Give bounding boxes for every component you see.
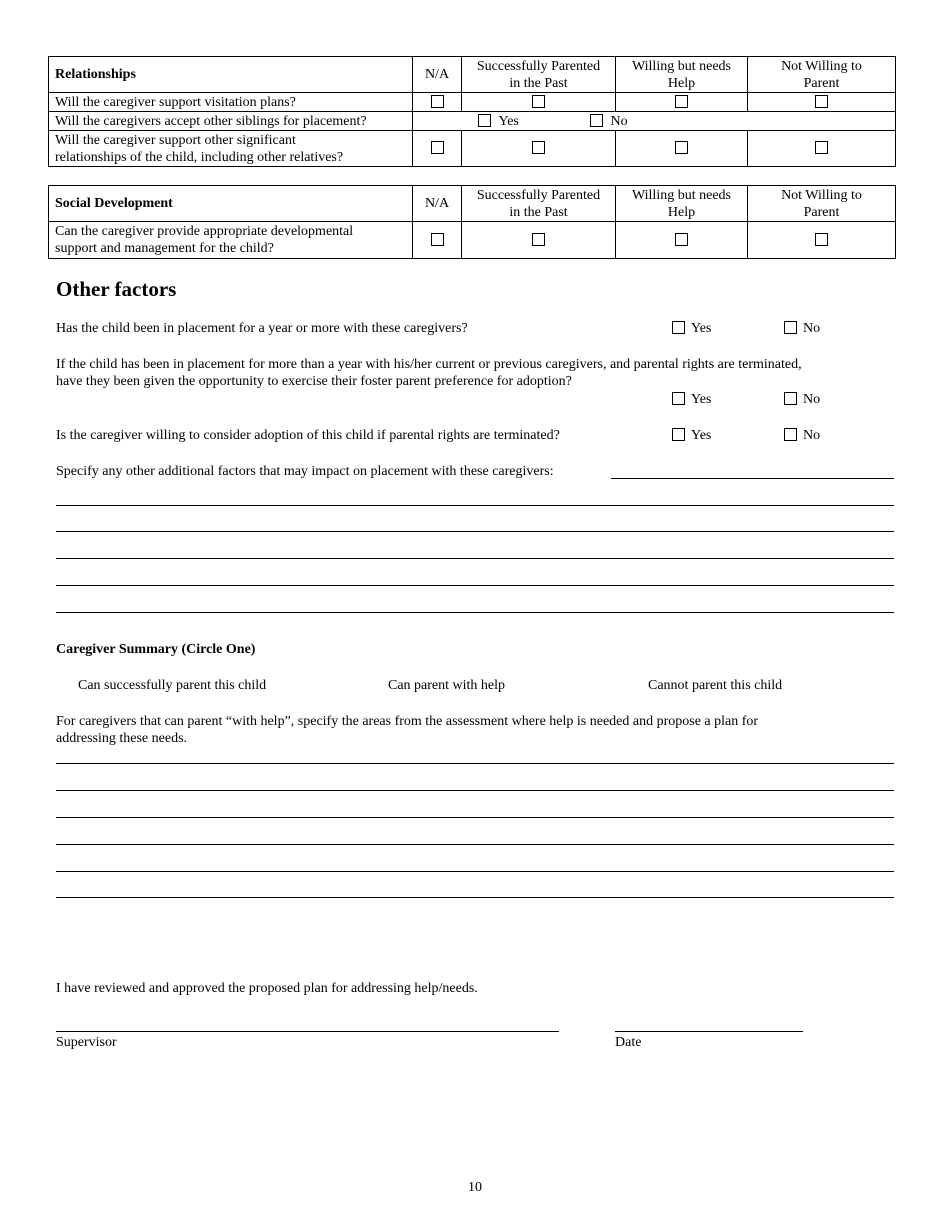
checkbox-na[interactable] [431, 141, 444, 154]
col-successfully-parented: Successfully Parented in the Past [462, 57, 616, 93]
checkbox-successfully-parented[interactable] [532, 141, 545, 154]
supervisor-label: Supervisor [56, 1035, 117, 1050]
answer-line[interactable] [56, 505, 894, 506]
checkbox-yes[interactable] [478, 114, 491, 127]
question-placement-year: Has the child been in placement for a year or more with these caregivers? [56, 321, 468, 336]
col-successfully-parented: Successfully Parented in the Past [462, 186, 616, 222]
option-cannot-parent[interactable]: Cannot parent this child [648, 678, 783, 693]
answer-line[interactable] [56, 763, 894, 764]
col-willing-needs-help: Willing but needs Help [616, 186, 748, 222]
question-foster-preference: If the child has been in placement for more than a year with his/her current or previous caregivers, and parental rights are terminated, have they been given the opportunity to exercise their foster parent preference for adoption? [56, 357, 802, 389]
answer-line[interactable] [56, 612, 894, 613]
table-row [49, 222, 896, 259]
date-line[interactable] [615, 1031, 803, 1032]
checkbox-na[interactable] [431, 95, 444, 108]
question-developmental-support: Can the caregiver provide appropriate developmental support and management for the child? [49, 222, 413, 259]
checkbox-willing-needs-help[interactable] [675, 141, 688, 154]
checkbox-yes[interactable] [672, 321, 685, 334]
no-option: No [784, 427, 820, 444]
table-row [49, 93, 896, 112]
answer-line[interactable] [56, 817, 894, 818]
checkbox-no[interactable] [784, 321, 797, 334]
no-label: No [610, 114, 628, 129]
checkbox-willing-needs-help[interactable] [675, 95, 688, 108]
checkbox-no[interactable] [784, 428, 797, 441]
question-consider-adoption: Is the caregiver willing to consider adoption of this child if parental rights are terminated? [56, 428, 560, 443]
supervisor-signature-line[interactable] [56, 1031, 559, 1032]
page-number: 10 [468, 1180, 482, 1195]
yes-label: Yes [498, 114, 519, 129]
approval-statement: I have reviewed and approved the proposed plan for addressing help/needs. [56, 981, 478, 996]
question-siblings: Will the caregivers accept other siblings for placement? [49, 112, 413, 131]
yes-option: Yes [672, 427, 711, 444]
checkbox-willing-needs-help[interactable] [675, 233, 688, 246]
checkbox-successfully-parented[interactable] [532, 233, 545, 246]
answer-line[interactable] [56, 790, 894, 791]
answer-line[interactable] [56, 531, 894, 532]
answer-line[interactable] [56, 585, 894, 586]
question-visitation: Will the caregiver support visitation plans? [49, 93, 413, 112]
date-label: Date [615, 1035, 642, 1050]
no-option: No [784, 320, 820, 337]
relationships-table [48, 56, 896, 167]
specify-answer-line[interactable] [611, 478, 894, 479]
checkbox-na[interactable] [431, 233, 444, 246]
answer-line[interactable] [56, 871, 894, 872]
col-not-willing: Not Willing to Parent [748, 57, 896, 93]
checkbox-yes[interactable] [672, 428, 685, 441]
caregiver-summary-title: Caregiver Summary (Circle One) [56, 642, 256, 657]
no-option: No [784, 391, 820, 408]
option-can-parent-with-help[interactable]: Can parent with help [388, 678, 506, 693]
checkbox-not-willing[interactable] [815, 233, 828, 246]
relationships-header: Relationships [49, 57, 413, 93]
col-willing-needs-help: Willing but needs Help [616, 57, 748, 93]
checkbox-no[interactable] [784, 392, 797, 405]
specify-other-factors-label: Specify any other additional factors that may impact on placement with these caregivers: [56, 464, 554, 479]
answer-line[interactable] [56, 844, 894, 845]
col-na: N/A [413, 57, 462, 93]
checkbox-not-willing[interactable] [815, 95, 828, 108]
checkbox-not-willing[interactable] [815, 141, 828, 154]
table-row [49, 112, 896, 131]
table-row [49, 131, 896, 167]
col-not-willing: Not Willing to Parent [748, 186, 896, 222]
checkbox-successfully-parented[interactable] [532, 95, 545, 108]
col-na: N/A [413, 186, 462, 222]
yes-option: Yes [672, 320, 711, 337]
checkbox-yes[interactable] [672, 392, 685, 405]
answer-line[interactable] [56, 897, 894, 898]
answer-line[interactable] [56, 558, 894, 559]
yes-option: Yes [672, 391, 711, 408]
checkbox-no[interactable] [590, 114, 603, 127]
other-factors-title: Other factors [56, 277, 177, 301]
help-plan-instructions: For caregivers that can parent “with help”, specify the areas from the assessment where help is needed and propose a plan for addressing these needs. [56, 714, 759, 746]
social-development-header: Social Development [49, 186, 413, 222]
social-development-table [48, 185, 896, 259]
option-can-successfully-parent[interactable]: Can successfully parent this child [78, 678, 267, 693]
question-relationships: Will the caregiver support other significant relationships of the child, including other relatives? [49, 131, 413, 167]
